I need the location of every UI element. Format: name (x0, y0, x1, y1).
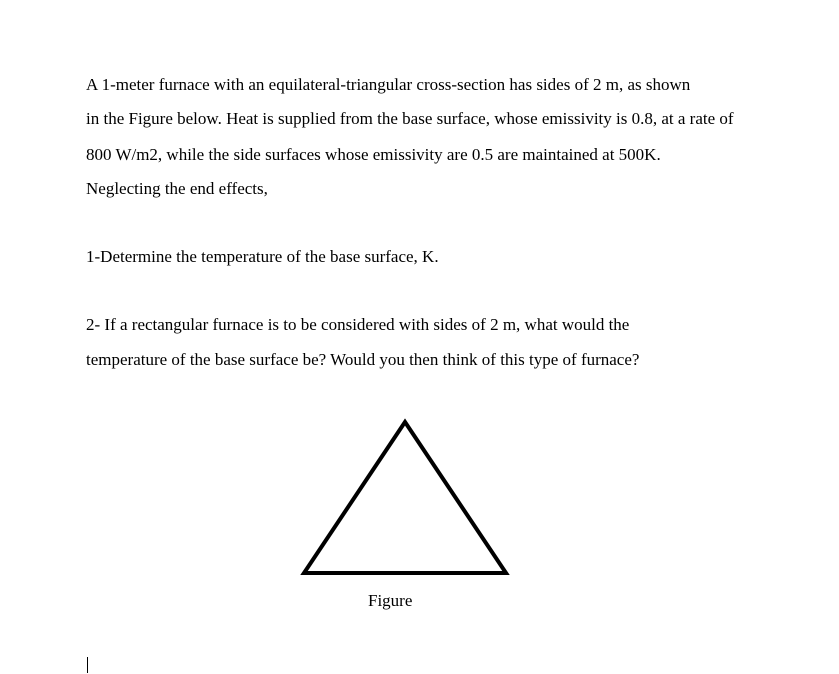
problem-line: 800 W/m2, while the side surfaces whose emissivity are 0.5 are maintained at 500K. (86, 145, 661, 164)
question-2-line: temperature of the base surface be? Would you then think of this type of furnace? (86, 350, 640, 369)
question-1: 1-Determine the temperature of the base surface, K. (86, 247, 439, 266)
problem-line: Neglecting the end effects, (86, 179, 268, 198)
problem-line: in the Figure below. Heat is supplied from the base surface, whose emissivity is 0.8, at a rate of (86, 109, 734, 128)
figure-caption: Figure (368, 591, 413, 610)
problem-line: A 1-meter furnace with an equilateral-triangular cross-section has sides of 2 m, as shown (86, 75, 691, 94)
triangle-cross-section (304, 422, 506, 573)
question-2-line: 2- If a rectangular furnace is to be considered with sides of 2 m, what would the (86, 315, 630, 334)
text-cursor (87, 657, 88, 673)
furnace-triangle-figure (300, 418, 510, 578)
